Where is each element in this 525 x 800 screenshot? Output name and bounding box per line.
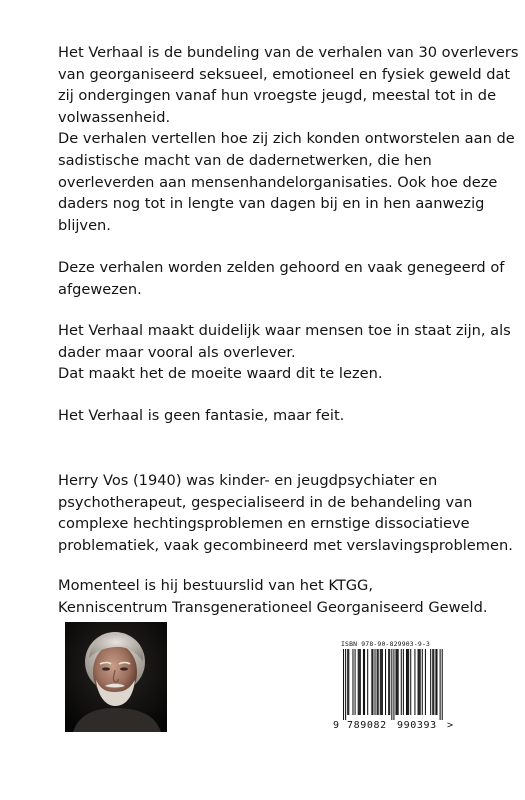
text-line: overleverden aan mensenhandelorganisaties. Ook hoe deze (58, 173, 498, 191)
text-line: complexe hechtingsproblemen en ernstige dissociatieve (58, 515, 470, 533)
barcode-bar (397, 649, 398, 715)
barcode-bar (391, 649, 392, 720)
barcode-bar (408, 649, 409, 715)
barcode-bar (425, 649, 426, 715)
barcode-digit-group-right: 990393 (397, 720, 437, 731)
author-portrait-image (65, 622, 167, 732)
isbn-barcode (333, 640, 457, 734)
barcode-bar (352, 649, 353, 715)
text-line: Het Verhaal maakt duidelijk waar mensen toe in staat zijn, als (58, 322, 511, 339)
barcode-bar (430, 649, 431, 715)
barcode-bar (420, 649, 421, 715)
text-line: Het Verhaal is geen fantasie, maar feit. (58, 407, 345, 424)
barcode-bar (389, 649, 390, 715)
text-line: daders nog tot in lengte van dagen bij en in hen aanwezig (58, 195, 485, 213)
barcode-bar (418, 649, 419, 715)
author-bio (58, 470, 513, 556)
barcode-bar (410, 649, 411, 715)
text-line: Deze verhalen worden zelden gehoord en vaak genegeerd of (58, 259, 505, 276)
text-line: problematiek, vaak gecombineerd met verslavingsproblemen. (58, 536, 513, 554)
text-line: Kenniscentrum Transgenerationeel Georganiseerd Geweld. (58, 598, 488, 616)
barcode-bar (401, 649, 402, 715)
barcode-bar (371, 649, 372, 715)
barcode-digit-group-left: 789082 (347, 720, 387, 731)
barcode-bar (348, 649, 349, 715)
barcode-bar (377, 649, 378, 715)
barcode-bar (436, 649, 437, 715)
text-line: Momenteel is hij bestuurslid van het KTGG, (58, 577, 373, 594)
barcode-bar (419, 649, 420, 715)
text-line: afgewezen. (58, 280, 142, 298)
isbn-label: ISBN 978-90-829903-9-3 (341, 640, 431, 648)
barcode-bar (372, 649, 373, 715)
barcode-bar (398, 649, 399, 715)
barcode-bar (432, 649, 433, 715)
barcode-bar (414, 649, 415, 715)
barcode-bar (407, 649, 408, 715)
text-line: volwassenheid. (58, 108, 171, 126)
barcode-bar (363, 649, 364, 715)
barcode-bar (440, 649, 441, 720)
author-affiliation (58, 575, 508, 618)
barcode-bar (360, 649, 361, 715)
barcode-bar (355, 649, 356, 715)
barcode-bar (396, 649, 397, 715)
text-line: Het Verhaal is de bundeling van de verhalen van 30 overlevers (58, 44, 519, 61)
text-line: De verhalen vertellen hoe zij zich konden ontworstelen aan de (58, 130, 515, 148)
text-line: van georganiseerd seksueel, emotioneel en fysiek geweld dat (58, 65, 511, 83)
barcode-first-digit: 9 (333, 720, 340, 731)
barcode-bar (367, 649, 368, 715)
barcode-bar (442, 649, 443, 720)
barcode-bar (380, 649, 381, 715)
blurb-paragraph-3 (58, 320, 511, 385)
author-photo (65, 622, 167, 732)
barcode-bars (333, 640, 457, 720)
barcode-bar (378, 649, 379, 715)
blurb-paragraph-2 (58, 257, 508, 300)
text-line: sadistische macht van de dadernetwerken, die hen (58, 151, 432, 169)
barcode-bar (358, 649, 359, 715)
blurb-paragraph-4 (58, 405, 508, 427)
barcode-bar (375, 649, 376, 715)
text-line: Herry Vos (1940) was kinder- en jeugdpsychiater en (58, 472, 438, 489)
barcode-arrow: > (447, 720, 454, 731)
barcode-bar (406, 649, 407, 715)
barcode-bar (435, 649, 436, 715)
blurb-paragraph-1 (58, 42, 519, 236)
text-line: dader maar vooral als overlever. (58, 343, 296, 361)
barcode-bar (403, 649, 404, 715)
barcode-bar (345, 649, 346, 720)
barcode-bar (433, 649, 434, 715)
barcode-bar (347, 649, 348, 715)
text-line: blijven. (58, 216, 111, 234)
barcode-bar (388, 649, 389, 715)
text-line: Dat maakt het de moeite waard dit te lezen. (58, 365, 383, 383)
barcode-bar (343, 649, 344, 720)
barcode-bar (393, 649, 394, 720)
text-line: psychotherapeut, gespecialiseerd in de behandeling van (58, 493, 473, 511)
barcode-bar (364, 649, 365, 715)
barcode-bar (381, 649, 382, 715)
barcode-bar (382, 649, 383, 715)
barcode-bar (359, 649, 360, 715)
barcode-bar (422, 649, 423, 715)
text-line: zij ondergingen vanaf hun vroegste jeugd, meestal tot in de (58, 87, 497, 105)
barcode-bar (385, 649, 386, 715)
